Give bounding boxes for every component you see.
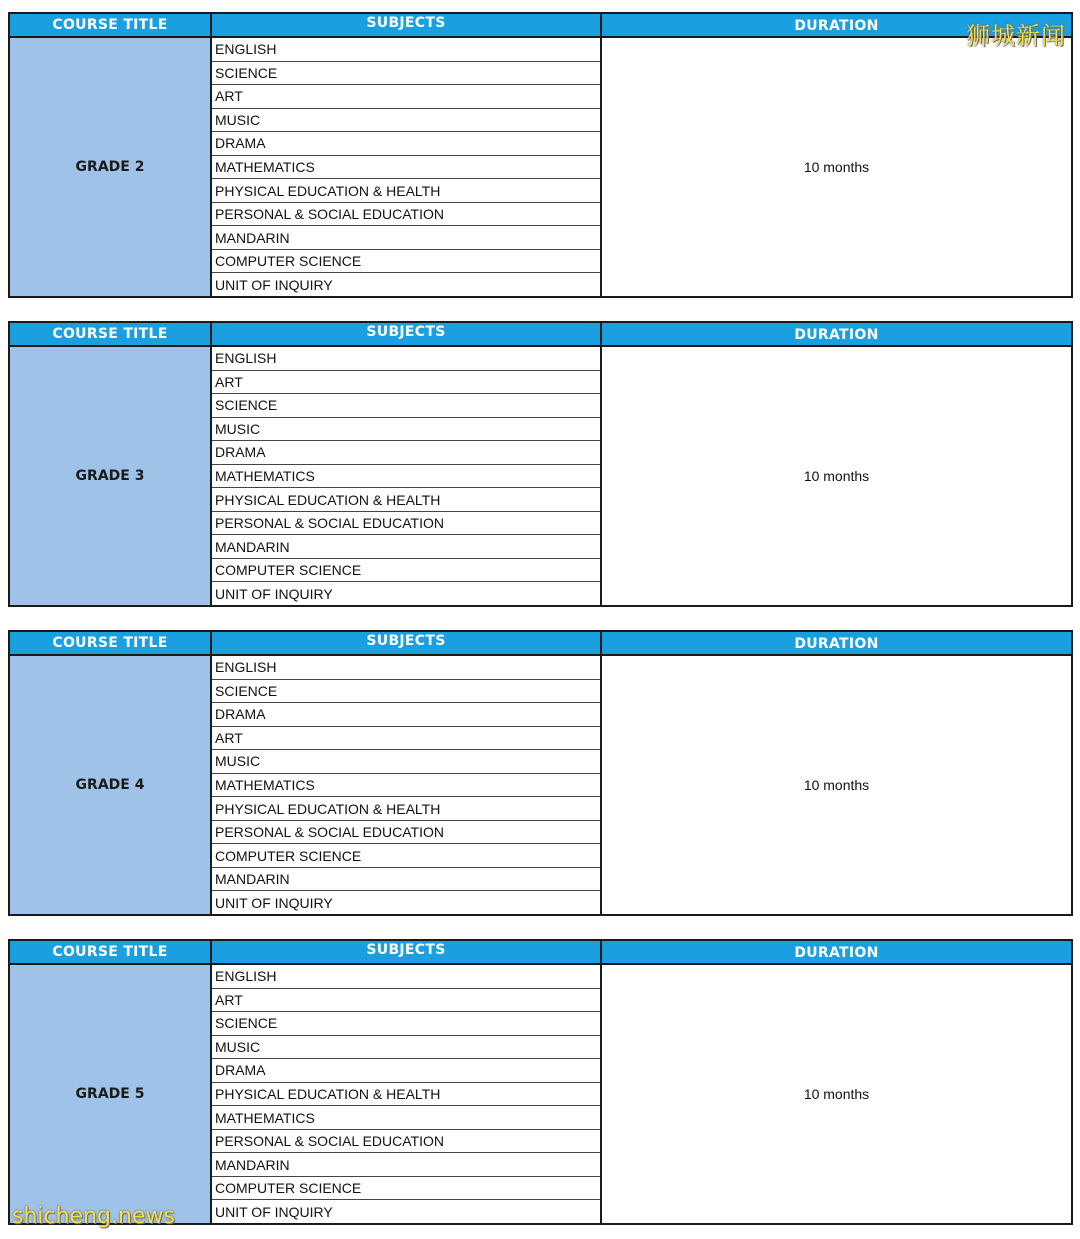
- course-table: [8, 939, 1073, 1225]
- course-table: [8, 12, 1073, 298]
- duration-value: 10 months: [803, 468, 870, 484]
- subject-row: MATHEMATICS: [212, 1106, 600, 1130]
- subject-row: UNIT OF INQUIRY: [215, 276, 333, 293]
- course-table: [8, 321, 1073, 607]
- subject-row: PHYSICAL EDUCATION & HEALTH: [212, 179, 600, 203]
- subject-row: PHYSICAL EDUCATION & HEALTH: [212, 797, 600, 821]
- subject-row: UNIT OF INQUIRY: [215, 894, 333, 911]
- duration-value: 10 months: [803, 1086, 870, 1102]
- subjects-list: [212, 656, 602, 914]
- header-subjects: SUBJECTS: [212, 14, 602, 38]
- header-subjects: SUBJECTS: [212, 941, 602, 965]
- subject-row: ART: [212, 371, 600, 395]
- subject-row: ART: [212, 727, 600, 751]
- duration-value: 10 months: [803, 159, 870, 175]
- header-course-title: COURSE TITLE: [10, 632, 212, 656]
- subject-row: DRAMA: [212, 1059, 600, 1083]
- header-duration: DURATION: [602, 941, 1071, 965]
- subject-row: ENGLISH: [212, 656, 600, 680]
- subject-row: DRAMA: [212, 441, 600, 465]
- subject-row: COMPUTER SCIENCE: [212, 1177, 600, 1201]
- subject-row: ART: [212, 989, 600, 1013]
- subject-row: COMPUTER SCIENCE: [212, 250, 600, 274]
- grade-label: GRADE 3: [10, 347, 212, 605]
- grade-label: GRADE 2: [10, 38, 212, 296]
- subject-row: PERSONAL & SOCIAL EDUCATION: [212, 512, 600, 536]
- header-subjects: SUBJECTS: [212, 632, 602, 656]
- watermark-bottom: shicheng.news: [12, 1204, 175, 1229]
- header-duration: DURATION: [602, 632, 1071, 656]
- subject-row: SCIENCE: [212, 62, 600, 86]
- subject-row: MUSIC: [212, 109, 600, 133]
- header-subjects: SUBJECTS: [212, 323, 602, 347]
- subject-row: MANDARIN: [212, 1153, 600, 1177]
- subject-row: MANDARIN: [212, 868, 600, 892]
- subject-row: PHYSICAL EDUCATION & HEALTH: [212, 1083, 600, 1107]
- subject-row: SCIENCE: [212, 1012, 600, 1036]
- subject-row: ENGLISH: [212, 38, 600, 62]
- subject-row: PHYSICAL EDUCATION & HEALTH: [212, 488, 600, 512]
- duration-value: 10 months: [803, 777, 870, 793]
- header-duration: DURATION: [602, 14, 1071, 38]
- subject-row: ENGLISH: [212, 347, 600, 371]
- subject-row: PERSONAL & SOCIAL EDUCATION: [212, 203, 600, 227]
- watermark-top: 狮城新闻: [966, 22, 1066, 50]
- subject-row: DRAMA: [212, 703, 600, 727]
- header-course-title: COURSE TITLE: [10, 14, 212, 38]
- header-course-title: COURSE TITLE: [10, 323, 212, 347]
- subject-row: PERSONAL & SOCIAL EDUCATION: [212, 1130, 600, 1154]
- subject-row: COMPUTER SCIENCE: [212, 559, 600, 583]
- subject-row: MATHEMATICS: [212, 156, 600, 180]
- subject-row: ART: [212, 85, 600, 109]
- subject-row: DRAMA: [212, 132, 600, 156]
- subject-row: SCIENCE: [212, 394, 600, 418]
- grade-label: GRADE 5: [10, 965, 212, 1223]
- subject-row: MATHEMATICS: [212, 774, 600, 798]
- subject-row: UNIT OF INQUIRY: [215, 1203, 333, 1220]
- subject-row: MANDARIN: [212, 226, 600, 250]
- subjects-list: [212, 965, 602, 1223]
- course-table: [8, 630, 1073, 916]
- subjects-list: [212, 347, 602, 605]
- subject-row: PERSONAL & SOCIAL EDUCATION: [212, 821, 600, 845]
- header-course-title: COURSE TITLE: [10, 941, 212, 965]
- subject-row: ENGLISH: [212, 965, 600, 989]
- grade-label: GRADE 4: [10, 656, 212, 914]
- subject-row: MUSIC: [212, 418, 600, 442]
- subject-row: MUSIC: [212, 1036, 600, 1060]
- subject-row: UNIT OF INQUIRY: [215, 585, 333, 602]
- subject-row: SCIENCE: [212, 680, 600, 704]
- subject-row: MANDARIN: [212, 535, 600, 559]
- header-duration: DURATION: [602, 323, 1071, 347]
- subject-row: COMPUTER SCIENCE: [212, 844, 600, 868]
- subjects-list: [212, 38, 602, 296]
- subject-row: MATHEMATICS: [212, 465, 600, 489]
- subject-row: MUSIC: [212, 750, 600, 774]
